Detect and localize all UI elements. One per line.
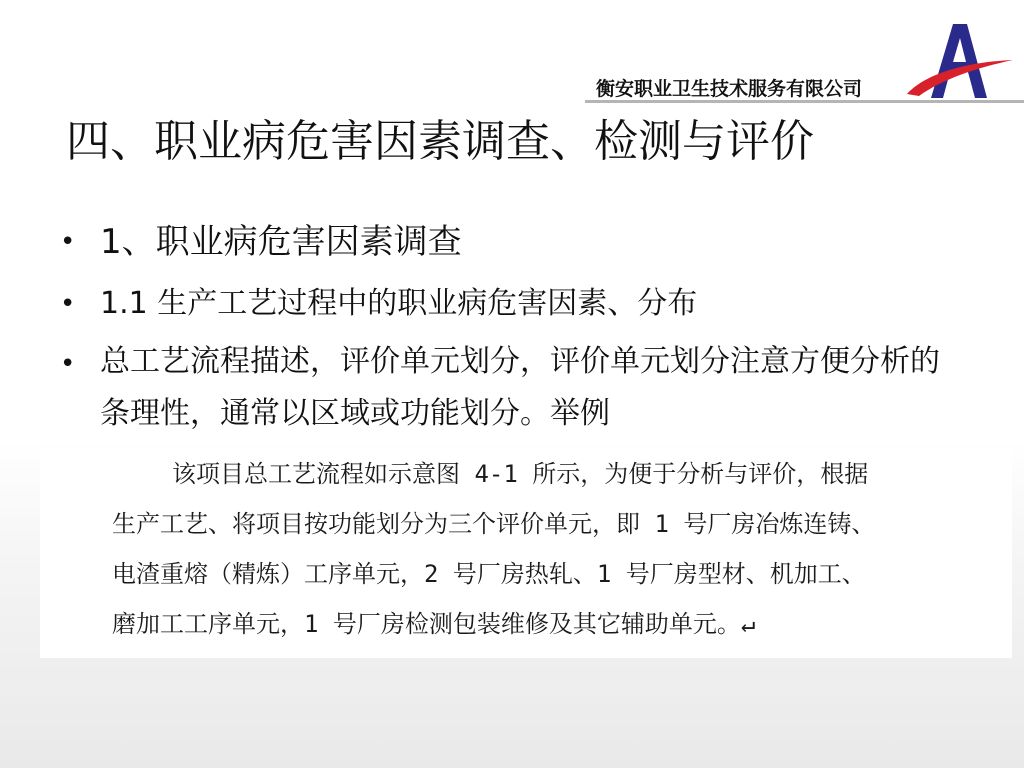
bullet-text: 1.1 生产工艺过程中的职业病危害因素、分布 [100, 286, 698, 321]
slide-title: 四、职业病危害因素调查、检测与评价 [66, 116, 814, 167]
bullet-marker: • [60, 227, 76, 257]
bullet-marker: • [60, 349, 76, 379]
excerpt-line: 电渣重熔（精炼）工序单元，2 号厂房热轧、1 号厂房型材、机加工、 [112, 560, 866, 588]
bullet-item [60, 276, 960, 332]
company-name: 衡安职业卫生技术服务有限公司 [596, 78, 863, 100]
company-logo-icon [905, 22, 1015, 102]
excerpt-line: 磨加工工序单元，1 号厂房检测包装维修及其它辅助单元。↵ [112, 610, 756, 638]
bullet-item [60, 214, 960, 270]
document-excerpt-image [40, 448, 1012, 658]
bullet-text: 总工艺流程描述，评价单元划分，评价单元划分注意方便分析的条理性，通常以区域或功能划分。举例 [100, 344, 940, 431]
bullet-marker: • [60, 289, 76, 319]
bullet-item [60, 336, 960, 466]
excerpt-line: 生产工艺、将项目按功能划分为三个评价单元，即 1 号厂房冶炼连铸、 [112, 510, 876, 538]
excerpt-line: 该项目总工艺流程如示意图 4-1 所示，为便于分析与评价，根据 [172, 460, 869, 488]
bullet-text: 1、职业病危害因素调查 [100, 222, 462, 262]
